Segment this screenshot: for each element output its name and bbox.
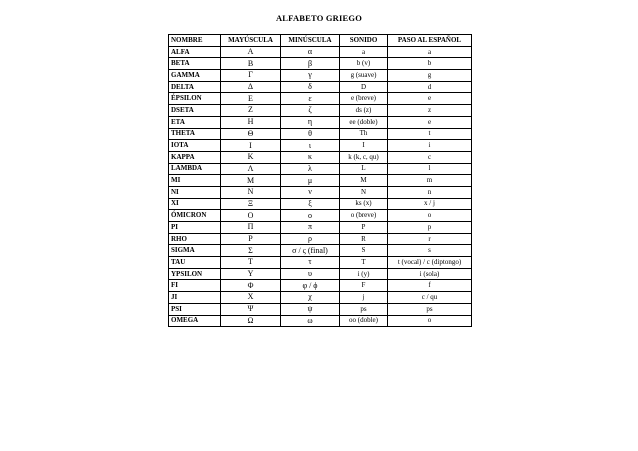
- uppercase-cell: Ο: [221, 210, 281, 222]
- uppercase-cell: Ξ: [221, 198, 281, 210]
- uppercase-cell: Μ: [221, 175, 281, 187]
- lowercase-cell: χ: [281, 292, 340, 304]
- lowercase-cell: τ: [281, 257, 340, 269]
- letter-name-cell: IOTA: [169, 140, 221, 152]
- lowercase-cell: ν: [281, 186, 340, 198]
- letter-name-cell: ALFA: [169, 46, 221, 58]
- spanish-cell: e: [388, 93, 472, 105]
- spanish-cell: e: [388, 116, 472, 128]
- column-header-spanish: PASO AL ESPAÑOL: [388, 35, 472, 47]
- spanish-cell: z: [388, 105, 472, 117]
- table-row: [169, 257, 472, 269]
- letter-name-cell: TAU: [169, 257, 221, 269]
- table-row: [169, 303, 472, 315]
- sound-cell: P: [340, 222, 388, 234]
- spanish-cell: i: [388, 140, 472, 152]
- lowercase-cell: π: [281, 222, 340, 234]
- letter-name-cell: ÉPSILON: [169, 93, 221, 105]
- uppercase-cell: Η: [221, 116, 281, 128]
- spanish-cell: f: [388, 280, 472, 292]
- uppercase-cell: Λ: [221, 163, 281, 175]
- spanish-cell: r: [388, 233, 472, 245]
- table-row: [169, 268, 472, 280]
- letter-name-cell: LAMBDA: [169, 163, 221, 175]
- letter-name-cell: ÓMICRON: [169, 210, 221, 222]
- uppercase-cell: Σ: [221, 245, 281, 257]
- table-row: [169, 116, 472, 128]
- uppercase-cell: Ι: [221, 140, 281, 152]
- lowercase-cell: δ: [281, 81, 340, 93]
- uppercase-cell: Ρ: [221, 233, 281, 245]
- uppercase-cell: Ψ: [221, 303, 281, 315]
- uppercase-cell: Π: [221, 222, 281, 234]
- table-row: [169, 233, 472, 245]
- table-row: [169, 315, 472, 327]
- spanish-cell: t (vocal) / c (diptongo): [388, 257, 472, 269]
- spanish-cell: i (sola): [388, 268, 472, 280]
- uppercase-cell: Υ: [221, 268, 281, 280]
- sound-cell: M: [340, 175, 388, 187]
- table-row: [169, 151, 472, 163]
- lowercase-cell: θ: [281, 128, 340, 140]
- table-row: [169, 140, 472, 152]
- page-title: ALFABETO GRIEGO: [275, 13, 363, 23]
- table-row: [169, 222, 472, 234]
- table-row: [169, 175, 472, 187]
- lowercase-cell: ρ: [281, 233, 340, 245]
- spanish-cell: o: [388, 315, 472, 327]
- table-row: [169, 280, 472, 292]
- lowercase-cell: ο: [281, 210, 340, 222]
- letter-name-cell: OMEGA: [169, 315, 221, 327]
- uppercase-cell: Θ: [221, 128, 281, 140]
- lowercase-cell: λ: [281, 163, 340, 175]
- spanish-cell: b: [388, 58, 472, 70]
- sound-cell: ps: [340, 303, 388, 315]
- table-row: [169, 46, 472, 58]
- header-row: [169, 35, 472, 47]
- table-row: [169, 210, 472, 222]
- uppercase-cell: Δ: [221, 81, 281, 93]
- sound-cell: Th: [340, 128, 388, 140]
- uppercase-cell: Α: [221, 46, 281, 58]
- lowercase-cell: α: [281, 46, 340, 58]
- table-row: [169, 292, 472, 304]
- uppercase-cell: Γ: [221, 70, 281, 82]
- lowercase-cell: β: [281, 58, 340, 70]
- uppercase-cell: Τ: [221, 257, 281, 269]
- greek-alphabet-table: [168, 34, 472, 327]
- spanish-cell: c: [388, 151, 472, 163]
- lowercase-cell: φ / ϕ: [281, 280, 340, 292]
- sound-cell: R: [340, 233, 388, 245]
- uppercase-cell: Χ: [221, 292, 281, 304]
- sound-cell: ds (z): [340, 105, 388, 117]
- spanish-cell: c / qu: [388, 292, 472, 304]
- letter-name-cell: JI: [169, 292, 221, 304]
- column-header-name: NOMBRE: [169, 35, 221, 47]
- table-header: [169, 35, 472, 47]
- letter-name-cell: ETA: [169, 116, 221, 128]
- lowercase-cell: σ / ς (final): [281, 245, 340, 257]
- sound-cell: S: [340, 245, 388, 257]
- letter-name-cell: MI: [169, 175, 221, 187]
- table-row: [169, 58, 472, 70]
- sound-cell: oo (doble): [340, 315, 388, 327]
- spanish-cell: x / j: [388, 198, 472, 210]
- spanish-cell: n: [388, 186, 472, 198]
- table-row: [169, 245, 472, 257]
- lowercase-cell: ω: [281, 315, 340, 327]
- lowercase-cell: ψ: [281, 303, 340, 315]
- letter-name-cell: BETA: [169, 58, 221, 70]
- sound-cell: F: [340, 280, 388, 292]
- uppercase-cell: Β: [221, 58, 281, 70]
- table-row: [169, 81, 472, 93]
- lowercase-cell: ι: [281, 140, 340, 152]
- sound-cell: ks (x): [340, 198, 388, 210]
- spanish-cell: p: [388, 222, 472, 234]
- sound-cell: L: [340, 163, 388, 175]
- sound-cell: o (breve): [340, 210, 388, 222]
- uppercase-cell: Ε: [221, 93, 281, 105]
- table-row: [169, 128, 472, 140]
- sound-cell: a: [340, 46, 388, 58]
- table-row: [169, 105, 472, 117]
- column-header-sound: SONIDO: [340, 35, 388, 47]
- spanish-cell: l: [388, 163, 472, 175]
- uppercase-cell: Ζ: [221, 105, 281, 117]
- sound-cell: T: [340, 257, 388, 269]
- sound-cell: j: [340, 292, 388, 304]
- table-row: [169, 198, 472, 210]
- spanish-cell: t: [388, 128, 472, 140]
- lowercase-cell: υ: [281, 268, 340, 280]
- letter-name-cell: KAPPA: [169, 151, 221, 163]
- spanish-cell: s: [388, 245, 472, 257]
- letter-name-cell: XI: [169, 198, 221, 210]
- letter-name-cell: GAMMA: [169, 70, 221, 82]
- letter-name-cell: PI: [169, 222, 221, 234]
- spanish-cell: d: [388, 81, 472, 93]
- sound-cell: k (k, c, qu): [340, 151, 388, 163]
- column-header-lowercase: MINÚSCULA: [281, 35, 340, 47]
- lowercase-cell: κ: [281, 151, 340, 163]
- table-row: [169, 93, 472, 105]
- letter-name-cell: THETA: [169, 128, 221, 140]
- table-body: [169, 46, 472, 327]
- sound-cell: D: [340, 81, 388, 93]
- lowercase-cell: γ: [281, 70, 340, 82]
- sound-cell: g (suave): [340, 70, 388, 82]
- lowercase-cell: ε: [281, 93, 340, 105]
- table-row: [169, 163, 472, 175]
- spanish-cell: a: [388, 46, 472, 58]
- uppercase-cell: Φ: [221, 280, 281, 292]
- letter-name-cell: FI: [169, 280, 221, 292]
- sound-cell: ee (doble): [340, 116, 388, 128]
- spanish-cell: g: [388, 70, 472, 82]
- sound-cell: N: [340, 186, 388, 198]
- letter-name-cell: DSETA: [169, 105, 221, 117]
- spanish-cell: o: [388, 210, 472, 222]
- uppercase-cell: Ν: [221, 186, 281, 198]
- lowercase-cell: μ: [281, 175, 340, 187]
- letter-name-cell: RHO: [169, 233, 221, 245]
- sound-cell: b (v): [340, 58, 388, 70]
- letter-name-cell: PSI: [169, 303, 221, 315]
- spanish-cell: ps: [388, 303, 472, 315]
- sound-cell: I: [340, 140, 388, 152]
- letter-name-cell: NI: [169, 186, 221, 198]
- lowercase-cell: ξ: [281, 198, 340, 210]
- table-row: [169, 70, 472, 82]
- uppercase-cell: Ω: [221, 315, 281, 327]
- letter-name-cell: SIGMA: [169, 245, 221, 257]
- letter-name-cell: YPSILON: [169, 268, 221, 280]
- letter-name-cell: DELTA: [169, 81, 221, 93]
- uppercase-cell: Κ: [221, 151, 281, 163]
- sound-cell: i (y): [340, 268, 388, 280]
- table-row: [169, 186, 472, 198]
- spanish-cell: m: [388, 175, 472, 187]
- lowercase-cell: η: [281, 116, 340, 128]
- sound-cell: e (breve): [340, 93, 388, 105]
- column-header-uppercase: MAYÚSCULA: [221, 35, 281, 47]
- lowercase-cell: ζ: [281, 105, 340, 117]
